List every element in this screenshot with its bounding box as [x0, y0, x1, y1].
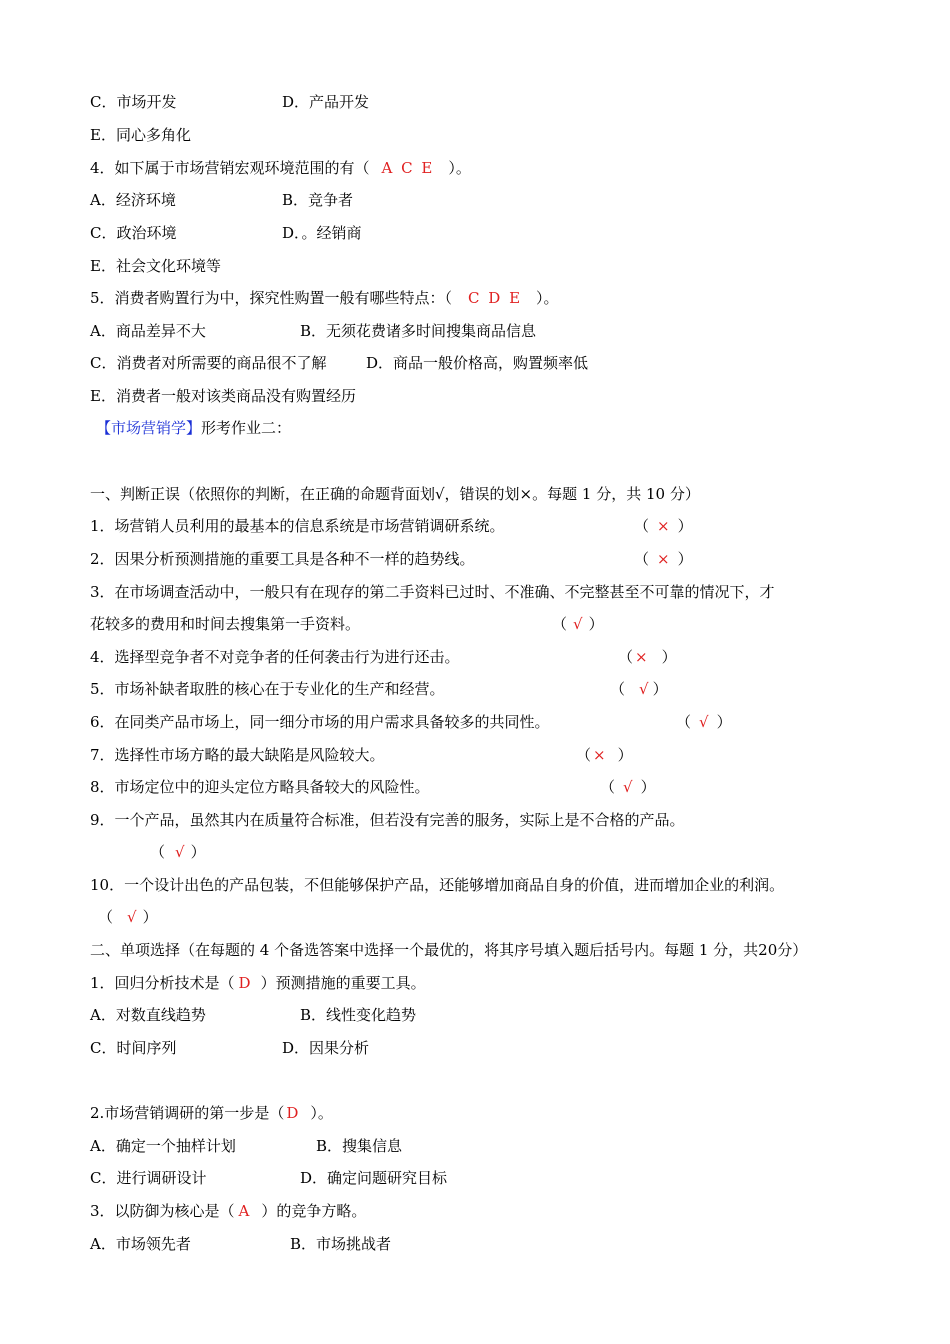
single-section-title: 二、单项选择（在每题的 4 个备选答案中选择一个最优的，将其序号填入题后括号内。每题 1 分，共20分）: [90, 941, 808, 959]
question-stem-end: ）的竞争方略。: [261, 1202, 367, 1220]
wrong-mark: ×: [593, 746, 606, 764]
judge-item-answer: （ √ ）: [98, 908, 158, 926]
question-4: [90, 158, 471, 178]
question-5-stem-end: ）。: [536, 289, 559, 307]
judge-item-text: 9．一个产品，虽然其内在质量符合标准，但若没有完善的服务，实际上是不合格的产品。: [90, 811, 685, 829]
wrong-mark: ×: [657, 517, 670, 535]
question-4-answer: A C E: [381, 159, 435, 177]
judge-item: [90, 549, 693, 569]
option-line: [90, 1168, 448, 1188]
question-stem: 3．以防御为核心是（: [90, 1202, 235, 1220]
right-mark: √: [175, 843, 185, 861]
single-question-1: [90, 973, 426, 993]
option-line: [90, 223, 362, 243]
judge-item-text: 7．选择性市场方略的最大缺陷是风险较大。: [90, 746, 385, 764]
option-line: [90, 321, 537, 341]
option-c: C．进行调研设计: [90, 1169, 207, 1187]
judge-item: [90, 745, 633, 765]
option-a: A．经济环境: [90, 191, 176, 209]
option-b: B．市场挑战者: [290, 1235, 392, 1253]
right-mark: √: [639, 680, 649, 698]
option-c: C．消费者对所需要的商品很不了解: [90, 354, 327, 372]
option-b: B．线性变化趋势: [300, 1006, 417, 1024]
judge-section-title: 一、判断正误（依照你的判断，在正确的命题背面划√，错误的划×。每题 1 分，共 10 分）: [90, 485, 700, 503]
section-header-title: 形考作业二：: [201, 419, 292, 437]
option-d: D．产品开发: [282, 93, 370, 111]
judge-item-answer: （ √ ）: [610, 680, 668, 698]
option-b: B．搜集信息: [316, 1137, 403, 1155]
option-d: D．。经销商: [282, 224, 362, 242]
wrong-mark: ×: [635, 648, 648, 666]
judge-item-continuation: [90, 614, 604, 634]
judge-item-text: 6．在同类产品市场上，同一细分市场的用户需求具备较多的共同性。: [90, 713, 550, 731]
option-b: B．无须花费诸多时间搜集商品信息: [300, 322, 537, 340]
option-e: E．消费者一般对该类商品没有购置经历: [90, 387, 356, 405]
question-4-stem: 4．如下属于市场营销宏观环境范围的有（: [90, 159, 370, 177]
judge-item-text: 2．因果分析预测措施的重要工具是各种不一样的趋势线。: [90, 550, 475, 568]
option-e: E．同心多角化: [90, 126, 191, 144]
option-d: D．确定问题研究目标: [300, 1169, 448, 1187]
judge-item-answer: （ √ ）: [552, 615, 604, 633]
question-stem-end: ）预测措施的重要工具。: [260, 974, 426, 992]
right-mark: √: [573, 615, 583, 633]
judge-item: [90, 679, 668, 699]
judge-item: [90, 516, 693, 536]
judge-item-answer: （ √ ）: [600, 778, 656, 796]
option-c: C．政治环境: [90, 224, 177, 242]
judge-item: [90, 647, 677, 667]
question-4-stem-end: ）。: [448, 159, 471, 177]
question-stem-end: ）。: [310, 1104, 333, 1122]
option-b: B．竞争者: [282, 191, 354, 209]
judge-item: [90, 810, 685, 830]
option-line: [90, 1136, 403, 1156]
option-d: D．因果分析: [282, 1039, 370, 1057]
option-e: E．社会文化环境等: [90, 257, 221, 275]
judge-item-answer: （ × ）: [618, 648, 677, 666]
option-line: [90, 1005, 417, 1025]
wrong-mark: ×: [657, 550, 670, 568]
question-answer: D: [238, 974, 251, 992]
option-line: [90, 190, 354, 210]
judge-item: [90, 582, 775, 602]
option-line: [90, 92, 370, 112]
judge-item-text: 3．在市场调查活动中，一般只有在现存的第二手资料已过时、不准确、不完整甚至不可靠的情况下，才: [90, 583, 775, 601]
question-5-stem: 5．消费者购置行为中，探究性购置一般有哪些特点：（: [90, 289, 453, 307]
judge-item-answer: （ × ）: [634, 550, 693, 568]
option-c: C．市场开发: [90, 93, 177, 111]
judge-item-answer: （ √ ）: [150, 843, 206, 861]
judge-item: [90, 777, 656, 797]
judge-item-text: 1．场营销人员利用的最基本的信息系统是市场营销调研系统。: [90, 517, 505, 535]
judge-item: [90, 875, 784, 895]
option-line: [90, 1038, 370, 1058]
question-5: [90, 288, 559, 308]
option-a: A．商品差异不大: [90, 322, 206, 340]
question-stem: 2.市场营销调研的第一步是（: [90, 1104, 285, 1122]
judge-item-text-cont: 花较多的费用和时间去搜集第一手资料。: [90, 615, 361, 633]
judge-item-text: 5．市场补缺者取胜的核心在于专业化的生产和经营。: [90, 680, 445, 698]
right-mark: √: [127, 908, 137, 926]
option-c: C．时间序列: [90, 1039, 177, 1057]
judge-item-text: 8．市场定位中的迎头定位方略具备较大的风险性。: [90, 778, 430, 796]
option-a: A．确定一个抽样计划: [90, 1137, 236, 1155]
option-line: [90, 1234, 392, 1254]
option-a: A．对数直线趋势: [90, 1006, 206, 1024]
judge-item-answer: （ × ）: [576, 746, 633, 764]
question-answer: A: [238, 1202, 250, 1220]
question-5-answer: C D E: [468, 289, 523, 307]
question-answer: D: [286, 1104, 299, 1122]
judge-item-text: 10．一个设计出色的产品包装，不但能够保护产品，还能够增加商品自身的价值，进而增加企业的利润。: [90, 876, 785, 894]
option-d: D．商品一般价格高，购置频率低: [366, 354, 589, 372]
section-header: [96, 418, 291, 438]
single-question-3: [90, 1201, 366, 1221]
right-mark: √: [699, 713, 709, 731]
judge-item-text: 4．选择型竞争者不对竞争者的任何袭击行为进行还击。: [90, 648, 460, 666]
judge-item-answer: （ √ ）: [676, 713, 732, 731]
question-stem: 1．回归分析技术是（: [90, 974, 235, 992]
right-mark: √: [623, 778, 633, 796]
judge-item: [90, 712, 732, 732]
option-line: [90, 353, 589, 373]
option-a: A．市场领先者: [90, 1235, 191, 1253]
section-header-course: 【市场营销学】: [96, 419, 202, 437]
single-question-2: [90, 1103, 333, 1123]
judge-item-answer: （ × ）: [634, 517, 693, 535]
